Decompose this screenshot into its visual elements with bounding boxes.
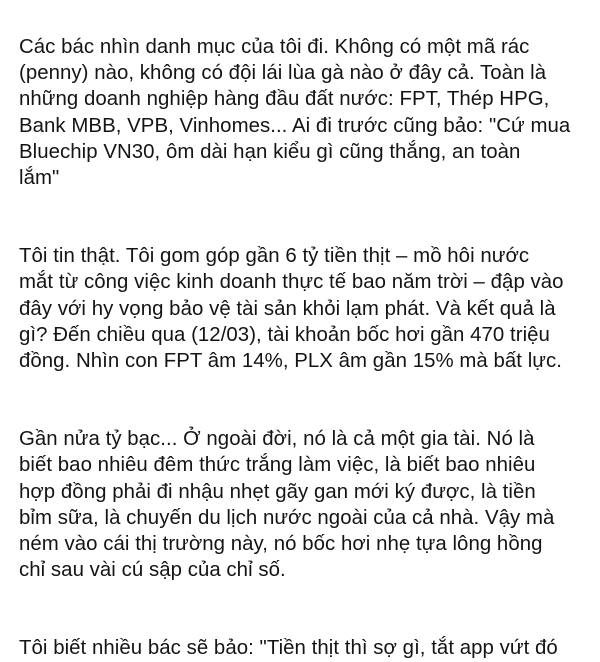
- post-paragraph-1: Các bác nhìn danh mục của tôi đi. Không có một mã rác (penny) nào, không có đội lái lùa gà nào ở đây cả. Toàn là những doanh nghiệp hàng đầu đất nước: FPT, Thép HPG, Bank MBB, VPB, Vinhomes... Ai đi trước cũng bảo: "Cứ mua Bluechip VN30, ôm dài hạn kiểu gì cũng thắng, an toàn lắm": [19, 36, 571, 190]
- post-paragraph-2: Tôi tin thật. Tôi gom góp gần 6 tỷ tiền thịt – mồ hôi nước mắt từ công việc kinh doanh thực tế bao năm trời – đập vào đây với hy vọng bảo vệ tài sản khỏi lạm phát. Và kết quả là gì? Đến chiều qua (12/03), tài khoản bốc hơi gần 470 triệu đồng. Nhìn con FPT âm 14%, PLX âm gần 15% mà bất lực.: [19, 245, 564, 373]
- post-paragraph-3: Gần nửa tỷ bạc... Ở ngoài đời, nó là cả một gia tài. Nó là biết bao nhiêu đêm thức trắng làm việc, là biết bao nhiêu hợp đồng phải đi nhậu nhẹt gãy gan mới ký được, là tiền bỉm sữa, là chuyến du lịch nước ngoài của cả nhà. Vậy mà ném vào cái thị trường này, nó bốc hơi nhẹ tựa lông hồng chỉ sau vài cú sập của chỉ số.: [19, 428, 555, 582]
- post-paragraph-4: Tôi biết nhiều bác sẽ bảo: "Tiền thịt thì sợ gì, tắt app vứt đó: [19, 637, 558, 660]
